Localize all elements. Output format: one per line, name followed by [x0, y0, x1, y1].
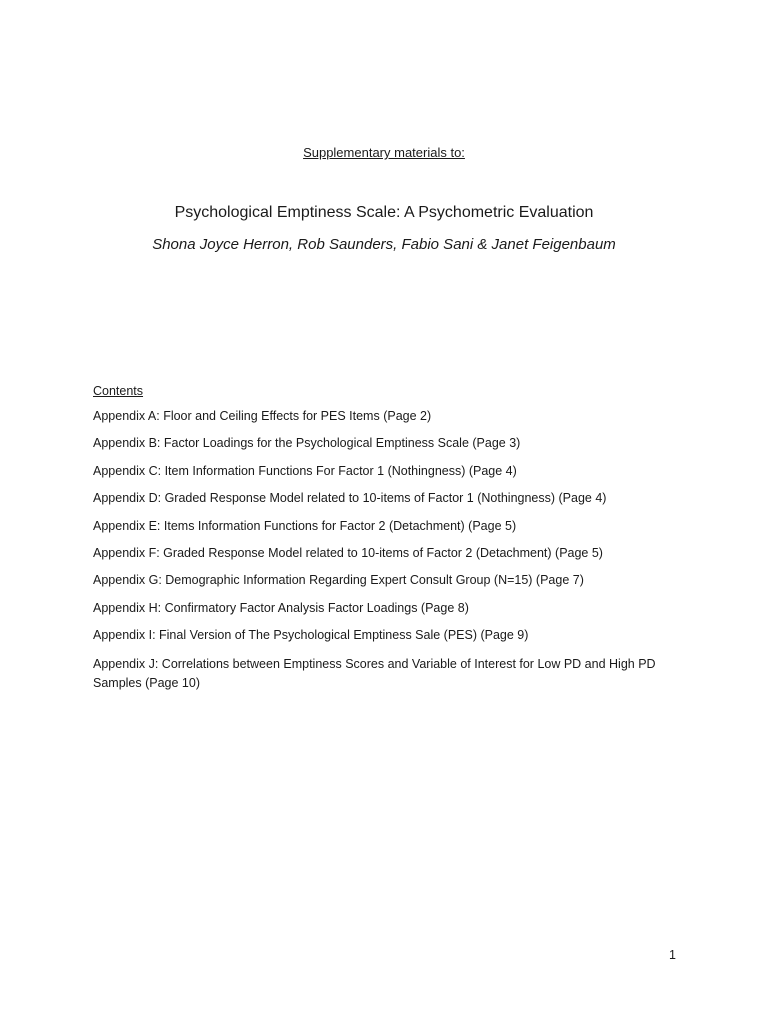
toc-list: [93, 408, 683, 693]
toc-item-appendix-h: Appendix H: Confirmatory Factor Analysis Factor Loadings (Page 8): [93, 600, 469, 615]
document-title: Psychological Emptiness Scale: A Psychometric Evaluation: [174, 204, 594, 221]
supplementary-heading: Supplementary materials to:: [303, 145, 465, 160]
contents-heading: Contents: [93, 384, 144, 398]
toc-item-appendix-f: Appendix F: Graded Response Model related to 10-items of Factor 2 (Detachment) (Page 5): [93, 545, 603, 560]
toc-item-appendix-e: Appendix E: Items Information Functions for Factor 2 (Detachment) (Page 5): [93, 518, 517, 533]
toc-item-appendix-i: Appendix I: Final Version of The Psychological Emptiness Sale (PES) (Page 9): [93, 628, 529, 643]
toc-item-appendix-j: Appendix J: Correlations between Emptiness Scores and Variable of Interest for Low PD and High PD Samples (Page 10): [93, 656, 656, 690]
toc-item-appendix-d: Appendix D: Graded Response Model related to 10-items of Factor 1 (Nothingness) (Page 4): [93, 491, 607, 506]
toc-item-appendix-g: Appendix G: Demographic Information Regarding Expert Consult Group (N=15) (Page 7): [93, 573, 584, 588]
table-of-contents: [93, 383, 683, 704]
toc-item-appendix-c: Appendix C: Item Information Functions For Factor 1 (Nothingness) (Page 4): [93, 463, 517, 478]
toc-item-appendix-b: Appendix B: Factor Loadings for the Psychological Emptiness Scale (Page 3): [93, 436, 521, 451]
page-number: 1: [669, 948, 676, 962]
document-authors: Shona Joyce Herron, Rob Saunders, Fabio Sani & Janet Feigenbaum: [152, 236, 616, 253]
toc-item-appendix-a: Appendix A: Floor and Ceiling Effects for PES Items (Page 2): [93, 409, 432, 423]
